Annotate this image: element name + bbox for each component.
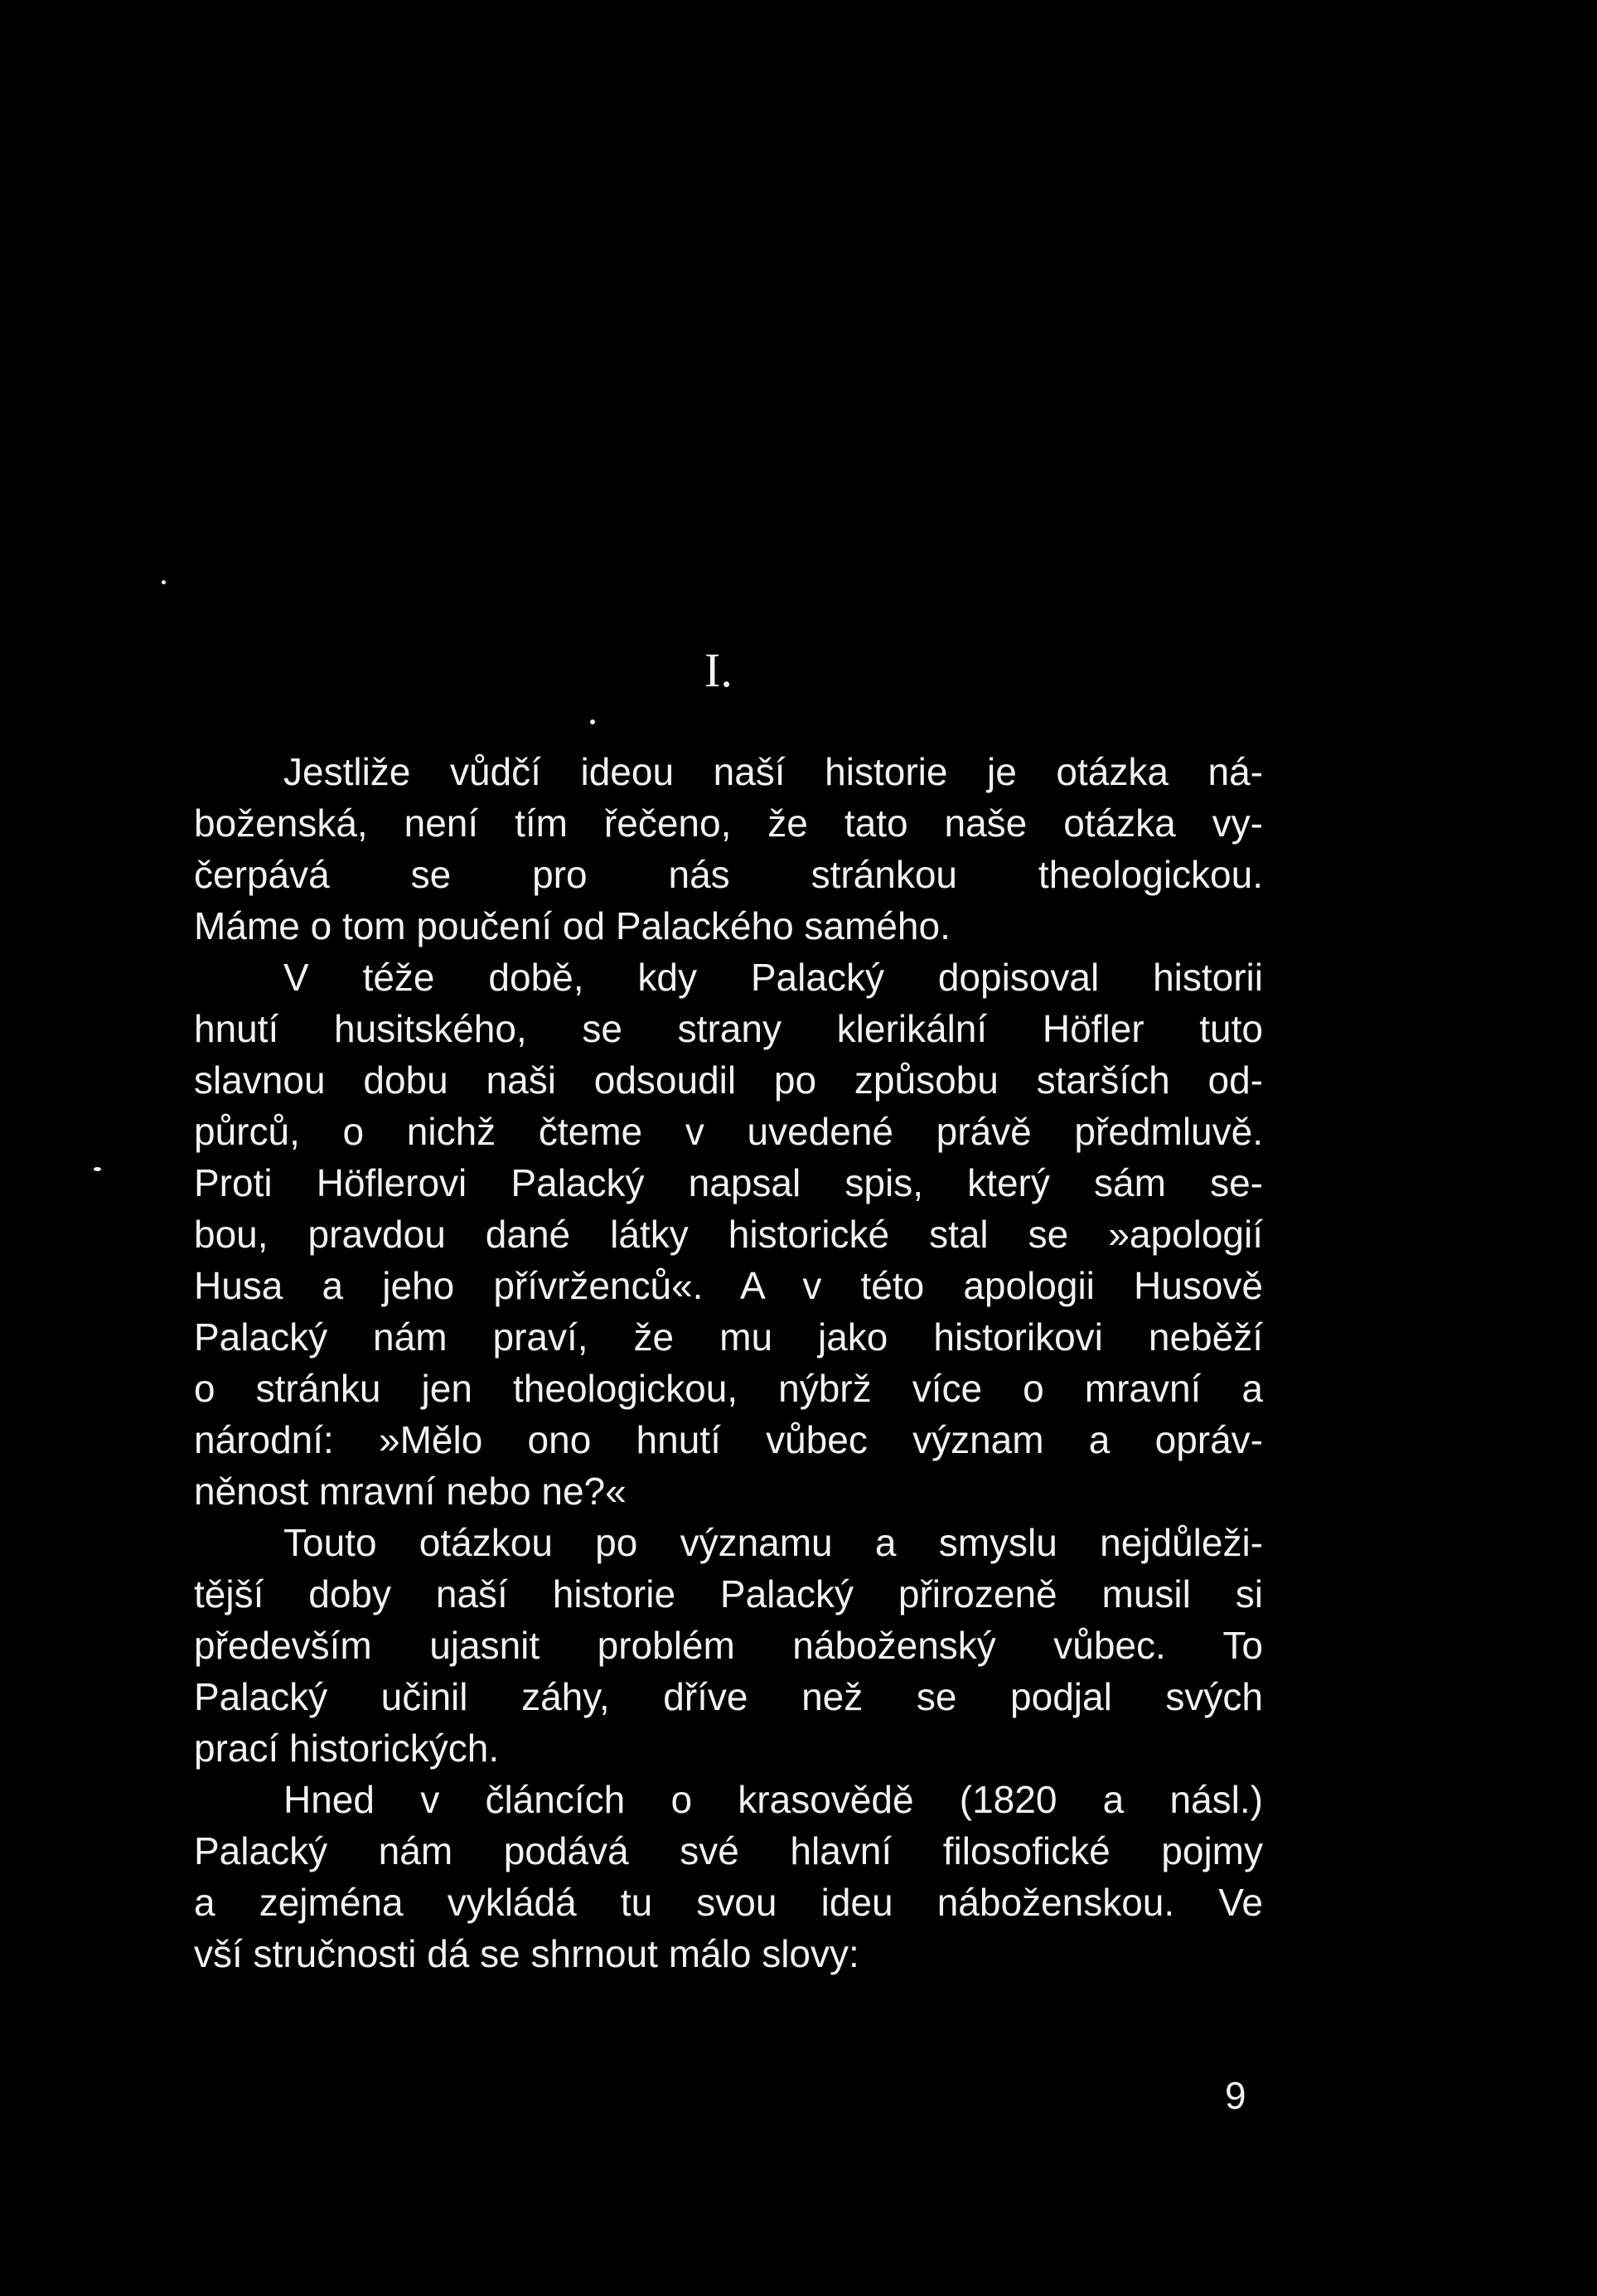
text-line: Máme o tom poučení od Palackého samého.	[194, 904, 951, 947]
text-line: něnost mravní nebo ne?«	[194, 1470, 627, 1513]
text-line: Touto otázkou po významu a smyslu nejdůleži-	[283, 1521, 1263, 1564]
text-line: prací historických.	[194, 1727, 500, 1770]
scan-speck	[162, 580, 166, 584]
text-line: V téže době, kdy Palacký dopisoval historii	[283, 956, 1263, 999]
text-line: Palacký učinil záhy, dříve než se podjal svých	[194, 1675, 1263, 1718]
chapter-title: I.	[704, 643, 733, 697]
text-line: o stránku jen theologickou, nýbrž více o mravní a	[194, 1367, 1263, 1410]
text-line: bou, pravdou dané látky historické stal se »apologií	[194, 1213, 1263, 1256]
text-line: Palacký nám podává své hlavní filosofické pojmy	[194, 1829, 1263, 1872]
text-line: Proti Höflerovi Palacký napsal spis, který sám se-	[194, 1161, 1263, 1204]
text-line: především ujasnit problém náboženský vůbec. To	[194, 1624, 1263, 1667]
page-number: 9	[1225, 2074, 1246, 2117]
scan-speck	[590, 719, 595, 724]
text-line: národní: »Mělo ono hnutí vůbec význam a opráv-	[194, 1418, 1263, 1461]
text-line: slavnou dobu naši odsoudil po způsobu starších od-	[194, 1058, 1263, 1102]
text-line: vší stručnosti dá se shrnout málo slovy:	[194, 1932, 859, 1975]
text-line: a zejména vykládá tu svou ideu náboženskou. Ve	[194, 1881, 1263, 1924]
body-text	[194, 746, 1263, 1979]
text-line: půrců, o nichž čteme v uvedené právě předmluvě.	[194, 1110, 1263, 1153]
text-line: Hned v článcích o krasovědě (1820 a násl.)	[283, 1778, 1263, 1821]
text-line: Husa a jeho přívrženců«. A v této apologii Husově	[194, 1264, 1263, 1307]
text-line: Jestliže vůdčí ideou naší historie je otázka ná-	[283, 750, 1263, 793]
text-line: tější doby naší historie Palacký přirozeně musil si	[194, 1572, 1263, 1615]
text-line: boženská, není tím řečeno, že tato naše otázka vy-	[194, 802, 1263, 845]
text-line: hnutí husitského, se strany klerikální Höfler tuto	[194, 1007, 1263, 1050]
text-line: Palacký nám praví, že mu jako historikovi neběží	[194, 1315, 1263, 1359]
scan-speck	[94, 1167, 101, 1171]
text-line: čerpává se pro nás stránkou theologickou.	[194, 853, 1263, 896]
